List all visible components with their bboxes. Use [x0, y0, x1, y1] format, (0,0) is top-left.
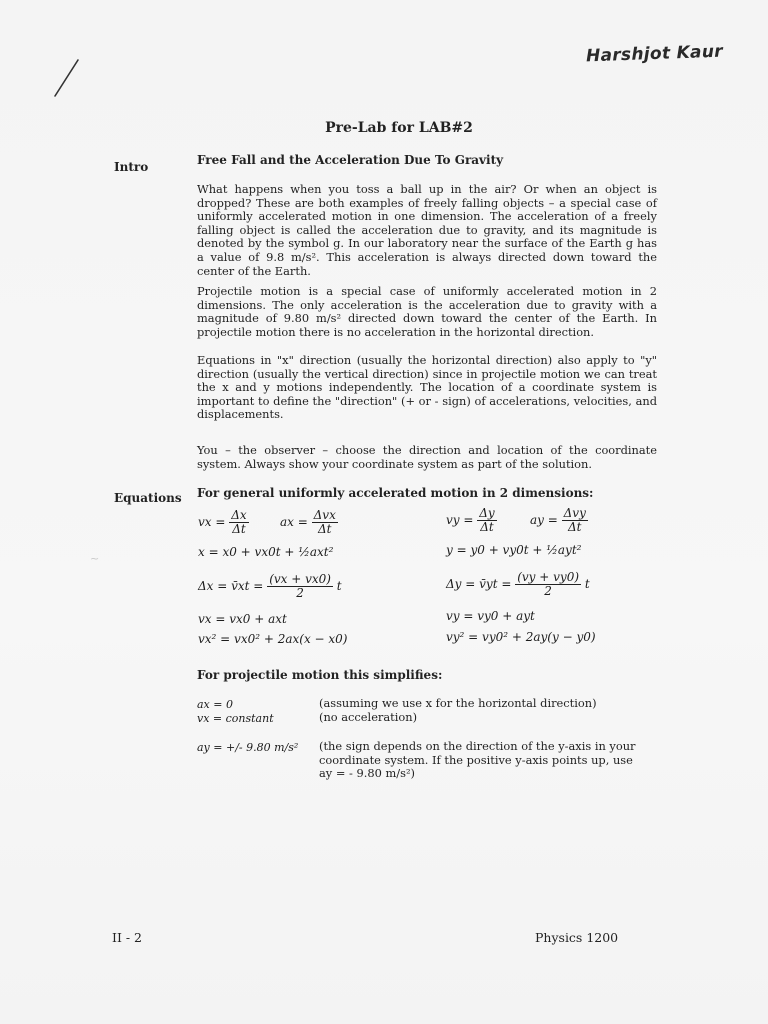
- intro-heading: Free Fall and the Acceleration Due To Gravity: [197, 153, 504, 167]
- equation-vx-velocity: vx = vx0 + axt: [198, 612, 287, 626]
- equation-vy-squared: vy² = vy0² + 2ay(y − y0): [446, 630, 596, 644]
- equation-ay-gravity: ay = +/- 9.80 m/s²: [197, 741, 299, 754]
- equation-vy: vy = $\frac{\Delta y}{\Delta t}$: [446, 506, 495, 534]
- equations-heading: For general uniformly accelerated motion in 2 dimensions:: [197, 486, 594, 500]
- bleed-through-mark: ~: [90, 552, 100, 565]
- course-name: Physics 1200: [535, 930, 619, 945]
- equations-label: Equations: [114, 491, 182, 505]
- equation-x-displacement: Δx = v̄xt = $\frac{(vx + vx0)}{2}$ t: [198, 572, 342, 600]
- equation-y-displacement: Δy = v̄yt = $\frac{(vy + vy0)}{2}$ t: [446, 570, 590, 598]
- note-horizontal-direction: (assuming we use x for the horizontal direction): [319, 696, 597, 710]
- handwritten-signature: Harshjot Kaur: [585, 41, 724, 67]
- equation-x-position: x = x0 + vx0t + ½axt²: [198, 545, 334, 559]
- equation-vy-velocity: vy = vy0 + ayt: [446, 609, 535, 623]
- pen-slash-mark: [52, 58, 80, 98]
- equation-vx-constant: vx = constant: [197, 712, 274, 725]
- page-title: Pre-Lab for LAB#2: [325, 120, 473, 136]
- equation-ax-zero: ax = 0: [197, 698, 233, 711]
- paragraph-xy-equations: Equations in "x" direction (usually the horizontal direction) also apply to "y" direction (usually the vertical direction) since in projectile motion we can treat the x and y motions independently. The location of a coordinate system is important to define the "direction" (+ or - sign) of accelerations, velocities, and displacements.: [197, 353, 657, 422]
- note-no-acceleration: (no acceleration): [319, 710, 418, 724]
- equation-vx-squared: vx² = vx0² + 2ax(x − x0): [198, 632, 348, 646]
- projectile-heading: For projectile motion this simplifies:: [197, 668, 443, 682]
- page-number: II - 2: [112, 930, 142, 945]
- paragraph-observer: You – the observer – choose the direction and location of the coordinate system. Always show your coordinate system as part of the solution.: [197, 443, 657, 471]
- equation-vx: vx = $\frac{\Delta x}{\Delta t}$: [198, 508, 247, 536]
- equation-ax: ax = $\frac{\text{Δvx}}{\Delta t}$: [280, 508, 336, 536]
- intro-label: Intro: [114, 160, 149, 174]
- note-sign-direction: (the sign depends on the direction of the y-axis in your coordinate system. If the positive y-axis points up, use ay = - 9.80 m/s²): [319, 739, 636, 781]
- equation-ay: ay = $\frac{\text{Δvy}}{\Delta t}$: [530, 506, 586, 534]
- equation-y-position: y = y0 + vy0t + ½ayt²: [446, 543, 582, 557]
- paragraph-free-fall: What happens when you toss a ball up in the air? Or when an object is dropped? These are both examples of freely falling objects – a special case of uniformly accelerated motion in one dimension. The acceleration of a freely falling object is called the acceleration due to gravity, and its magnitude is denoted by the symbol g. In our laboratory near the surface of the Earth g has a value of 9.8 m/s². This acceleration is always directed down toward the center of the Earth.: [197, 182, 657, 278]
- paragraph-projectile-motion: Projectile motion is a special case of uniformly accelerated motion in 2 dimensions. The only acceleration is the acceleration due to gravity with a magnitude of 9.80 m/s² directed down toward the center of the Earth. In projectile motion there is no acceleration in the horizontal direction.: [197, 284, 657, 339]
